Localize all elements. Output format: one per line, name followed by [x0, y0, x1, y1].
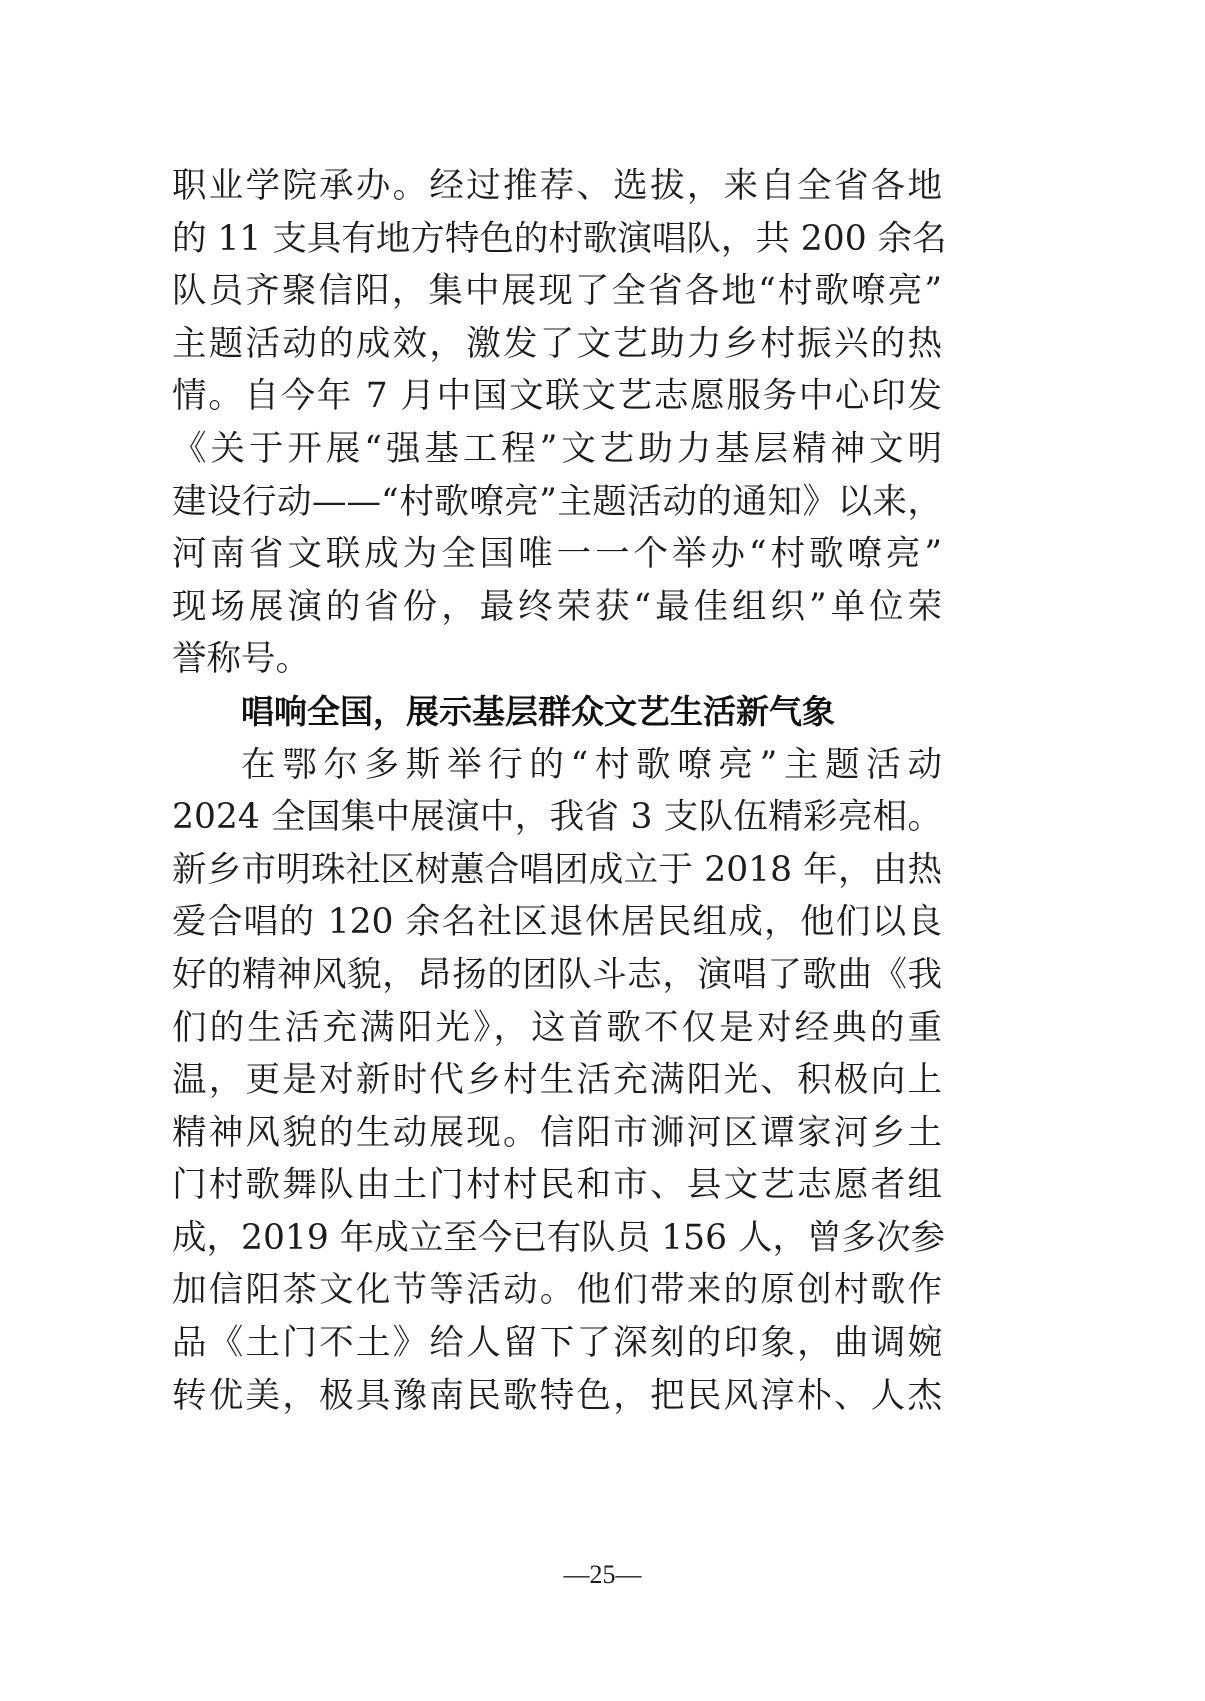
text-line: 们的生活充满阳光》，这首歌不仅是对经典的重 — [172, 1007, 942, 1048]
section-heading: 唱响全国，展示基层群众文艺生活新气象 — [241, 691, 835, 731]
text-line: 转优美，极具豫南民歌特色，把民风淳朴、人杰 — [172, 1375, 942, 1416]
paragraph-1 — [172, 160, 947, 686]
text-line: 好的精神风貌，昂扬的团队斗志，演唱了歌曲《我 — [172, 954, 942, 995]
text-line: 河南省文联成为全国唯一一个举办“村歌嘹亮” — [172, 534, 942, 575]
text-line: 在鄂尔多斯举行的“村歌嘹亮”主题活动 — [241, 744, 942, 785]
page-number: —25— — [563, 1560, 642, 1589]
text-line: 主题活动的成效，激发了文艺助力乡村振兴的热 — [172, 323, 942, 364]
body-text — [172, 160, 947, 1422]
text-line: 的 11 支具有地方特色的村歌演唱队，共 200 余名 — [172, 218, 947, 259]
text-line: 精神风貌的生动展现。信阳市浉河区谭家河乡土 — [172, 1112, 942, 1153]
text-line: 加信阳茶文化节等活动。他们带来的原创村歌作 — [172, 1270, 942, 1311]
text-line: 现场展演的省份，最终荣获“最佳组织”单位荣 — [172, 586, 942, 627]
text-line: 建设行动——“村歌嘹亮”主题活动的通知》以来， — [172, 481, 942, 522]
text-line: 温，更是对新时代乡村生活充满阳光、积极向上 — [172, 1060, 942, 1101]
text-line: 誉称号。 — [172, 639, 310, 680]
text-line: 门村歌舞队由土门村村民和市、县文艺志愿者组 — [172, 1165, 942, 1206]
text-line: 2024 全国集中展演中，我省 3 支队伍精彩亮相。 — [172, 797, 942, 838]
text-line: 职业学院承办。经过推荐、选拔，来自全省各地 — [172, 166, 942, 206]
text-line: 新乡市明珠社区树蕙合唱团成立于 2018 年，由热 — [172, 849, 942, 890]
text-line: 队员齐聚信阳，集中展现了全省各地“村歌嘹亮” — [172, 271, 942, 312]
text-line: 爱合唱的 120 余名社区退休居民组成，他们以良 — [172, 902, 942, 943]
text-line: 品《土门不土》给人留下了深刻的印象，曲调婉 — [172, 1323, 942, 1364]
text-line: 《关于开展“强基工程”文艺助力基层精神文明 — [172, 428, 942, 469]
text-line: 成，2019 年成立至今已有队员 156 人，曾多次参 — [172, 1217, 946, 1258]
text-line: 情。自今年 7 月中国文联文艺志愿服务中心印发 — [172, 376, 942, 417]
paragraph-2 — [172, 739, 946, 1423]
